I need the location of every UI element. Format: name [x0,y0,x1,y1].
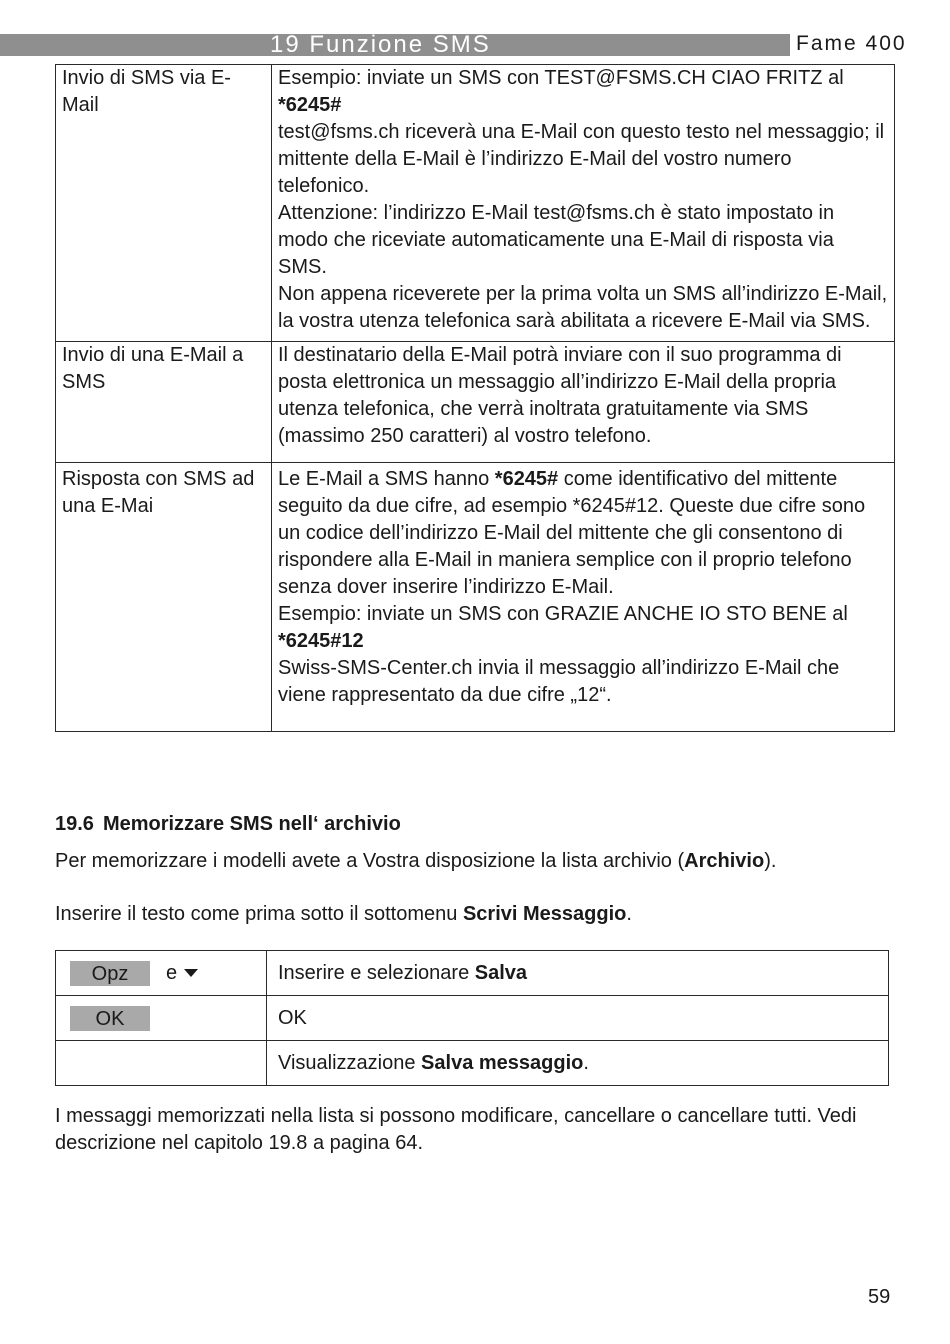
text-run: ). [764,850,777,872]
info-row-description [272,342,895,463]
text-run: test@fsms.ch riceverà una E-Mail con questo testo nel messaggio; il mittente della E-Mail è l’indirizzo E-Mail del vostro numero telefonico. [278,121,885,197]
info-paragraph [278,466,888,601]
text-run: . [583,1051,589,1074]
section-heading [55,810,401,838]
text-run: Visualizzazione [278,1051,422,1074]
step-connector: e [166,961,178,984]
steps-table [55,950,889,1086]
info-row [56,463,895,732]
info-paragraph [278,601,888,655]
intro-paragraph-2 [55,901,632,928]
text-run: Le E-Mail a SMS hanno [278,468,495,490]
bold-text: Salva messaggio [421,1051,584,1074]
section-number: 19.6 [55,813,94,835]
model-name: Fame 400 [796,32,907,55]
info-paragraph [278,281,888,335]
text-run: Inserire il testo come prima sotto il sottomenu [55,903,463,925]
info-row-label: Invio di SMS via E-Mail [56,65,272,342]
step-key-cell [56,951,267,996]
step-key-cell [56,996,267,1041]
text-run: Inserire e selezionare [278,961,475,984]
text-run: Swiss-SMS-Center.ch invia il messaggio all’indirizzo E-Mail che viene rappresentato da due cifre „12“. [278,657,840,706]
step-description [267,996,889,1041]
info-table [55,64,895,732]
info-row-label: Risposta con SMS ad una E-Mai [56,463,272,732]
info-paragraph [278,65,888,119]
step-key-cell [56,1041,267,1086]
text-run: Attenzione: l’indirizzo E-Mail test@fsms.ch è stato impostato in modo che riceviate automaticamente una E-Mail di risposta via SMS. [278,202,835,278]
step-description [267,1041,889,1086]
intro-paragraph-1 [55,848,776,875]
arrow-down-icon[interactable] [184,969,198,977]
text-run: OK [278,1006,307,1029]
step-row [56,996,889,1041]
text-run: . [626,903,632,925]
info-row-description [272,463,895,732]
text-run: Esempio: inviate un SMS con GRAZIE ANCHE IO STO BENE al [278,603,848,625]
info-paragraph [278,655,888,709]
bold-text: *6245# [494,468,559,490]
softkey-opz-button[interactable]: Opz [70,961,150,986]
info-paragraph [278,200,888,281]
text-run: Per memorizzare i modelli avete a Vostra disposizione la lista archivio ( [55,850,685,872]
bold-text: *6245#12 [278,630,364,652]
bold-text: Archivio [684,850,765,872]
text-run: Non appena riceverete per la prima volta un SMS all’indirizzo E-Mail, la vostra utenza telefonica sarà abilitata a ricevere E-Mail via SMS. [278,283,888,332]
step-row [56,951,889,996]
step-row [56,1041,889,1086]
step-description [267,951,889,996]
page-number: 59 [868,1286,891,1308]
text-run: Esempio: inviate un SMS con TEST@FSMS.CH CIAO FRITZ al [278,67,844,89]
bold-text: Scrivi Messaggio [462,903,627,925]
info-row [56,342,895,463]
text-run: come identificativo del mittente seguito da due cifre, ad esempio *6245#12. Queste due cifre sono un codice dell’indirizzo E-Mail del mittente che gli consentono di rispondere alla E-Mail in maniera semplice con il proprio telefono senza dover inserire l’indirizzo E-Mail. [278,468,866,598]
bold-text: Salva [474,961,528,984]
footer-paragraph: I messaggi memorizzati nella lista si possono modificare, cancellare o cancellare tutti. Vedi descrizione nel capitolo 19.8 a pagina 64. [55,1105,857,1154]
info-paragraph [278,119,888,200]
text-run: Il destinatario della E-Mail potrà inviare con il suo programma di posta elettronica un messaggio all’indirizzo E-Mail della propria utenza telefonica, che verrà inoltrata gratuitamente via SMS (massimo 250 caratteri) al vostro telefono. [278,344,842,447]
info-row-label: Invio di una E-Mail a SMS [56,342,272,463]
softkey-ok-button[interactable]: OK [70,1006,150,1031]
info-row [56,65,895,342]
info-paragraph [278,342,888,450]
chapter-title: 19 Funzione SMS [270,31,491,58]
info-row-description [272,65,895,342]
section-title: Memorizzare SMS nell‘ archivio [102,813,401,835]
bold-text: *6245# [278,94,342,116]
